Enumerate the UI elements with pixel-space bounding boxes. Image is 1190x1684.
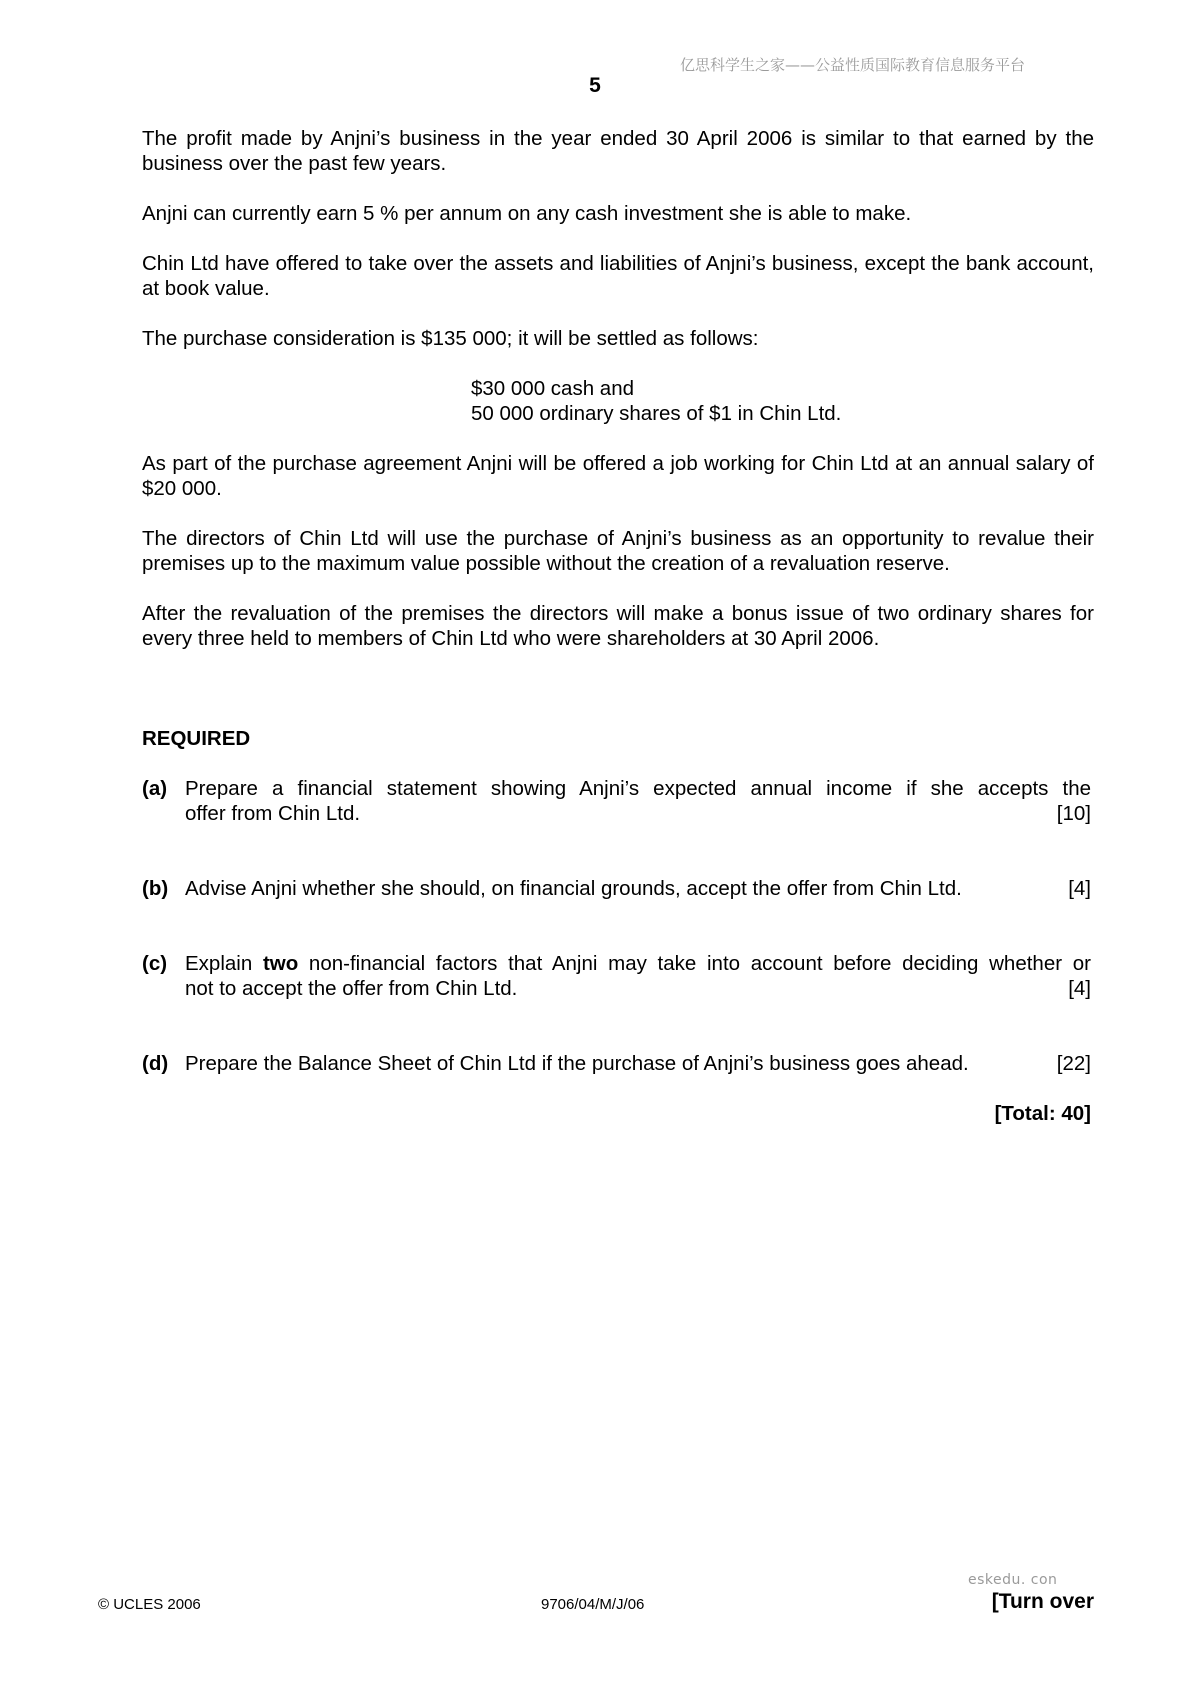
question-d — [142, 1051, 1094, 1076]
question-c — [142, 951, 1094, 1001]
question-c-line1 — [185, 951, 1091, 976]
question-a-marks: [10] — [1056, 802, 1091, 825]
paragraph-profit: The profit made by Anjni’s business in the year ended 30 April 2006 is similar to that earned by the business over the past few years. — [142, 127, 1094, 175]
watermark-footer: eskedu. con — [968, 1572, 1058, 1588]
question-c-line2 — [185, 976, 1091, 1001]
question-a-label: (a) — [142, 777, 168, 800]
question-d-label: (d) — [142, 1052, 169, 1075]
question-c-body — [185, 951, 1094, 1001]
footer-turn-over: [Turn over — [991, 1590, 1094, 1613]
paragraph-takeover: Chin Ltd have offered to take over the assets and liabilities of Anjni’s business, except the bank account, at book value. — [142, 252, 1094, 300]
question-b-text: Advise Anjni whether she should, on financial grounds, accept the offer from Chin Ltd. — [185, 877, 962, 900]
paragraph-job-offer: As part of the purchase agreement Anjni will be offered a job working for Chin Ltd at an annual salary of $20 000. — [142, 452, 1094, 500]
paragraph-consideration: The purchase consideration is $135 000; it will be settled as follows: — [142, 327, 759, 350]
consideration-cash: $30 000 cash and — [471, 377, 634, 400]
watermark-header: 亿思科学生之家——公益性质国际教育信息服务平台 — [680, 56, 1026, 74]
question-a-line2-text: offer from Chin Ltd. — [185, 802, 361, 825]
question-a — [142, 776, 1094, 826]
paragraph-bonus-issue: After the revaluation of the premises the directors will make a bonus issue of two ordinary shares for every three held to members of Chin Ltd who were shareholders at 30 April 2006. — [142, 602, 1094, 650]
question-c-post: non-financial factors that Anjni may take into account before deciding whether or — [298, 952, 1091, 975]
page-number: 5 — [589, 74, 601, 97]
page-content — [142, 126, 1094, 1126]
footer-copyright: © UCLES 2006 — [98, 1596, 201, 1613]
question-c-marks: [4] — [1068, 977, 1091, 1000]
question-a-body — [185, 776, 1094, 826]
paragraph-revaluation: The directors of Chin Ltd will use the purchase of Anjni’s business as an opportunity to revalue their premises up to the maximum value possible without the creation of a revaluation reserve. — [142, 527, 1094, 575]
question-d-text: Prepare the Balance Sheet of Chin Ltd if the purchase of Anjni’s business goes ahead. — [185, 1052, 969, 1075]
paragraph-investment: Anjni can currently earn 5 % per annum on any cash investment she is able to make. — [142, 202, 912, 225]
total-marks: [Total: 40] — [994, 1102, 1091, 1125]
question-b-marks: [4] — [1068, 877, 1091, 900]
question-d-body — [185, 1051, 1094, 1076]
question-c-line2-text: not to accept the offer from Chin Ltd. — [185, 977, 518, 1000]
consideration-details — [471, 376, 1094, 426]
footer-paper-code: 9706/04/M/J/06 — [541, 1596, 645, 1613]
question-a-line2 — [185, 801, 1091, 826]
question-c-pre: Explain — [185, 952, 263, 975]
consideration-shares: 50 000 ordinary shares of $1 in Chin Ltd. — [471, 402, 842, 425]
question-b-body — [185, 876, 1094, 901]
question-d-marks: [22] — [1056, 1052, 1091, 1075]
required-heading: REQUIRED — [142, 727, 251, 750]
question-c-label: (c) — [142, 952, 168, 975]
question-b-label: (b) — [142, 877, 169, 900]
question-a-line1: Prepare a financial statement showing Anjni’s expected annual income if she accepts the — [185, 777, 1091, 800]
question-c-bold: two — [262, 952, 299, 975]
question-b — [142, 876, 1094, 901]
